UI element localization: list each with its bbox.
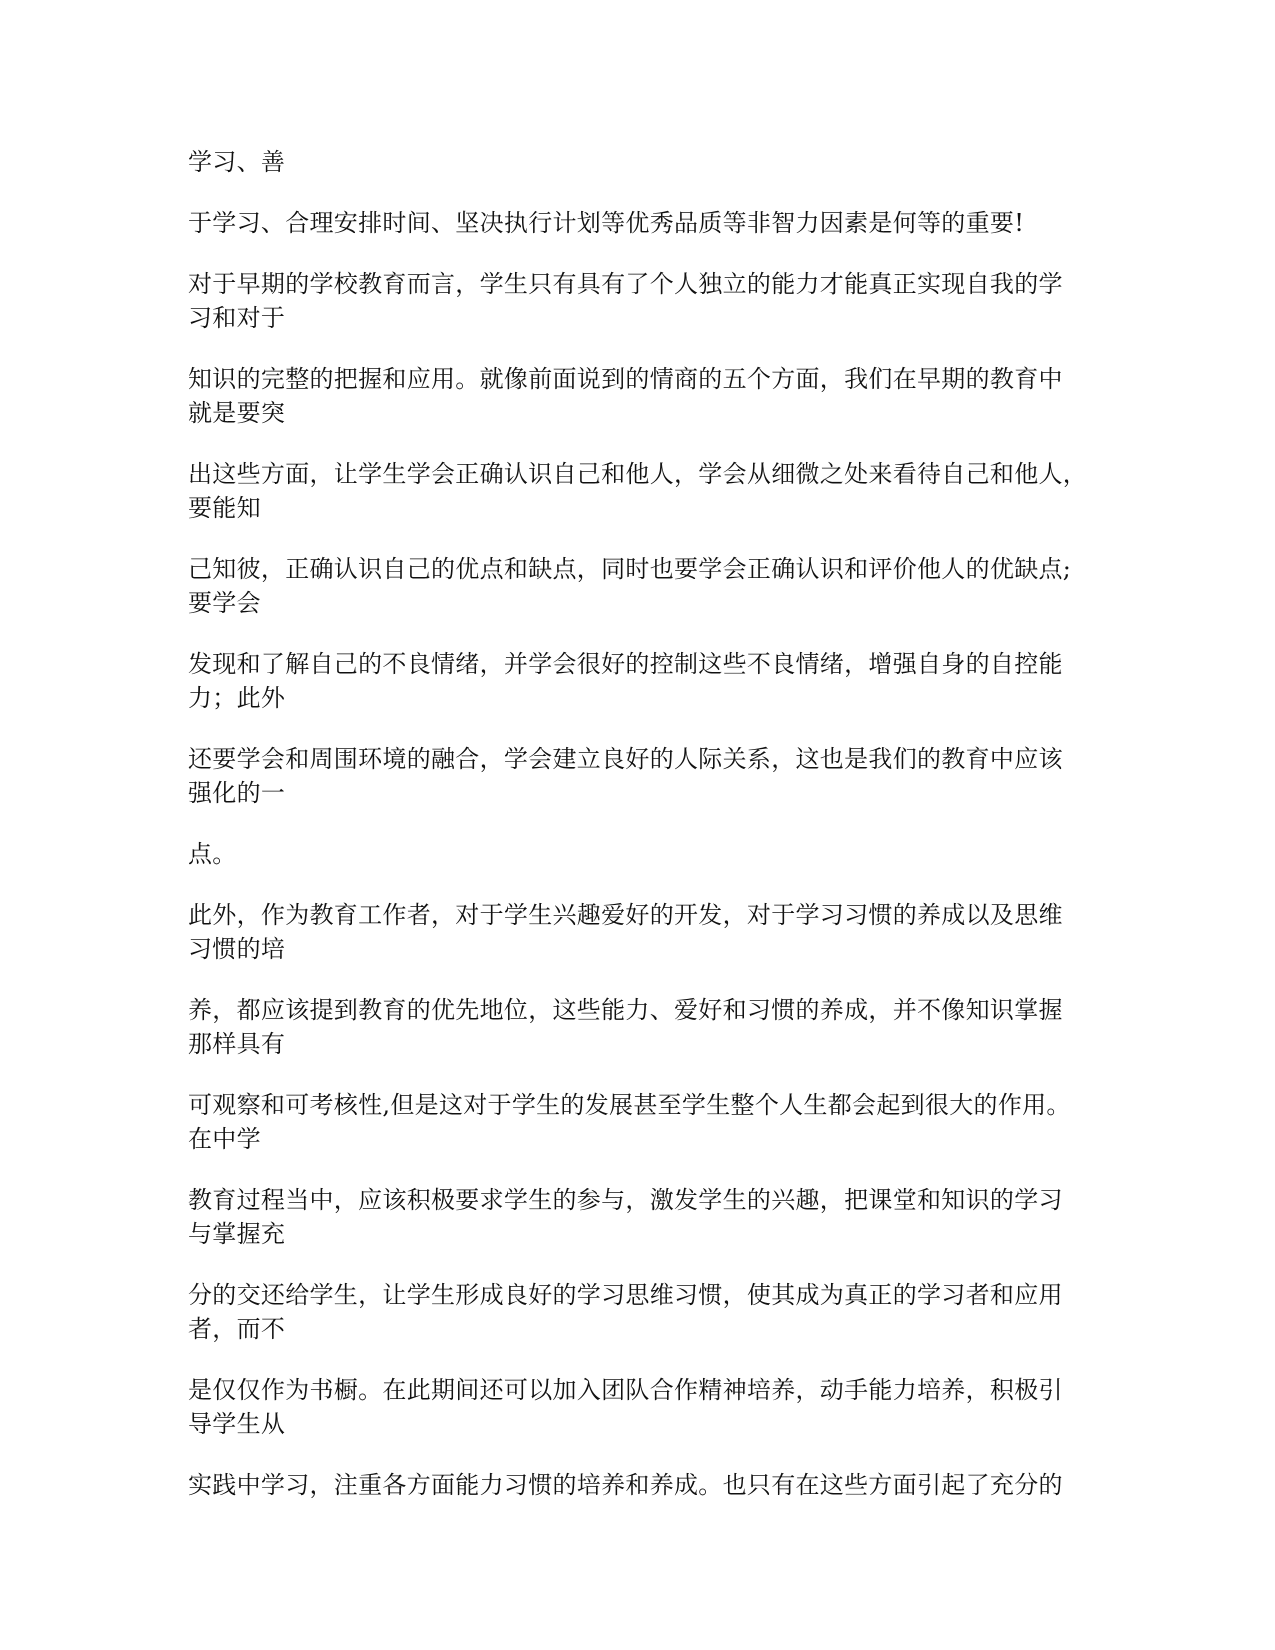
text-line: 点。 (188, 840, 237, 868)
text-line: 知识的完整的把握和应用。就像前面说到的情商的五个方面，我们在早期的教育中 (188, 365, 1063, 393)
paragraph (188, 1088, 1088, 1156)
text-line: 是仅仅作为书橱。在此期间还可以加入团队合作精神培养，动手能力培养，积极引 (188, 1376, 1063, 1404)
paragraph (188, 1278, 1088, 1346)
text-line: 出这些方面，让学生学会正确认识自己和他人，学会从细微之处来看待自己和他人， (188, 460, 1088, 488)
text-line: 发现和了解自己的不良情绪，并学会很好的控制这些不良情绪，增强自身的自控能 (188, 650, 1063, 678)
text-line: 己知彼，正确认识自己的优点和缺点，同时也要学会正确认识和评价他人的优缺点; (188, 555, 1072, 583)
text-line: 可观察和可考核性,但是这对于学生的发展甚至学生整个人生都会起到很大的作用。 (188, 1091, 1071, 1119)
text-line: 此外，作为教育工作者，对于学生兴趣爱好的开发，对于学习习惯的养成以及思维 (188, 901, 1063, 929)
paragraph (188, 206, 1088, 240)
paragraph (188, 267, 1088, 335)
text-line: 实践中学习，注重各方面能力习惯的培养和养成。也只有在这些方面引起了充分的 (188, 1471, 1063, 1499)
text-line: 那样具有 (188, 1030, 286, 1058)
paragraph (188, 552, 1088, 620)
text-line: 学习、善 (188, 148, 286, 176)
paragraph (188, 647, 1088, 715)
paragraph (188, 362, 1088, 430)
paragraph (188, 457, 1088, 525)
paragraph (188, 837, 1088, 871)
paragraph (188, 1373, 1088, 1441)
text-line: 习惯的培 (188, 935, 286, 963)
text-line: 与掌握充 (188, 1220, 286, 1248)
paragraph (188, 145, 1088, 179)
text-line: 教育过程当中，应该积极要求学生的参与，激发学生的兴趣，把课堂和知识的学习 (188, 1186, 1063, 1214)
text-line: 于学习、合理安排时间、坚决执行计划等优秀品质等非智力因素是何等的重要! (188, 209, 1025, 237)
paragraph (188, 1468, 1088, 1502)
text-line: 在中学 (188, 1125, 261, 1153)
text-line: 强化的一 (188, 779, 286, 807)
paragraph (188, 993, 1088, 1061)
text-line: 习和对于 (188, 304, 286, 332)
document-body (188, 145, 1088, 1529)
text-line: 还要学会和周围环境的融合，学会建立良好的人际关系，这也是我们的教育中应该 (188, 745, 1063, 773)
text-line: 力；此外 (188, 684, 286, 712)
paragraph (188, 742, 1088, 810)
paragraph (188, 898, 1088, 966)
paragraph (188, 1183, 1088, 1251)
text-line: 要能知 (188, 494, 261, 522)
text-line: 就是要突 (188, 399, 286, 427)
text-line: 分的交还给学生，让学生形成良好的学习思维习惯，使其成为真正的学习者和应用 (188, 1281, 1063, 1309)
text-line: 导学生从 (188, 1410, 286, 1438)
text-line: 养，都应该提到教育的优先地位，这些能力、爱好和习惯的养成，并不像知识掌握 (188, 996, 1063, 1024)
text-line: 要学会 (188, 589, 261, 617)
text-line: 对于早期的学校教育而言，学生只有具有了个人独立的能力才能真正实现自我的学 (188, 270, 1063, 298)
text-line: 者，而不 (188, 1315, 286, 1343)
